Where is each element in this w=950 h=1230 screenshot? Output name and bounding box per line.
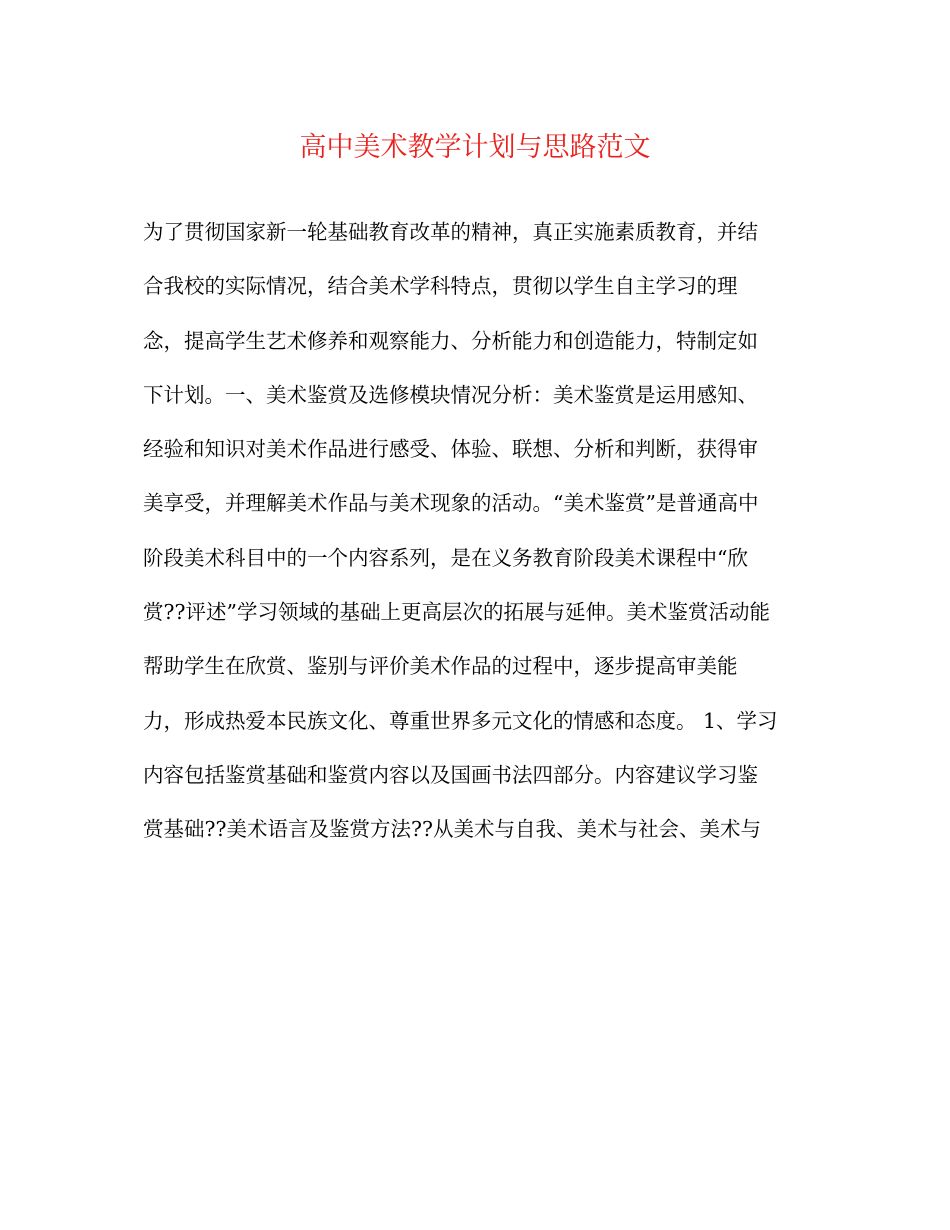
body-line: 赏基础??美术语言及鉴赏方法??从美术与自我、美术与社会、美术与 <box>143 817 761 842</box>
body-line: 赏??评述”学习领域的基础上更高层次的拓展与延伸。美术鉴赏活动能 <box>143 600 770 625</box>
document-body <box>143 212 843 864</box>
body-line: 合我校的实际情况，结合美术学科特点，贯彻以学生自主学习的理 <box>143 274 738 299</box>
body-line: 阶段美术科目中的一个内容系列，是在义务教育阶段美术课程中“欣 <box>143 545 748 570</box>
body-line: 下计划。一、美术鉴赏及选修模块情况分析：美术鉴赏是运用感知、 <box>143 382 758 407</box>
body-line: 念，提高学生艺术修养和观察能力、分析能力和创造能力，特制定如 <box>143 328 758 353</box>
body-line: 力，形成热爱本民族文化、尊重世界多元文化的情感和态度。 1、学习 <box>143 708 778 733</box>
body-line: 经验和知识对美术作品进行感受、体验、联想、分析和判断，获得审 <box>143 437 758 462</box>
body-line: 为了贯彻国家新一轮基础教育改革的精神，真正实施素质教育，并结 <box>143 220 758 244</box>
body-line: 帮助学生在欣赏、鉴别与评价美术作品的过程中，逐步提高审美能 <box>143 654 738 679</box>
document-title: 高中美术教学计划与思路范文 <box>299 132 651 163</box>
body-line: 美享受，并理解美术作品与美术现象的活动。“美术鉴赏”是普通高中 <box>143 491 759 516</box>
body-line: 内容包括鉴赏基础和鉴赏内容以及国画书法四部分。内容建议学习鉴 <box>143 762 758 787</box>
